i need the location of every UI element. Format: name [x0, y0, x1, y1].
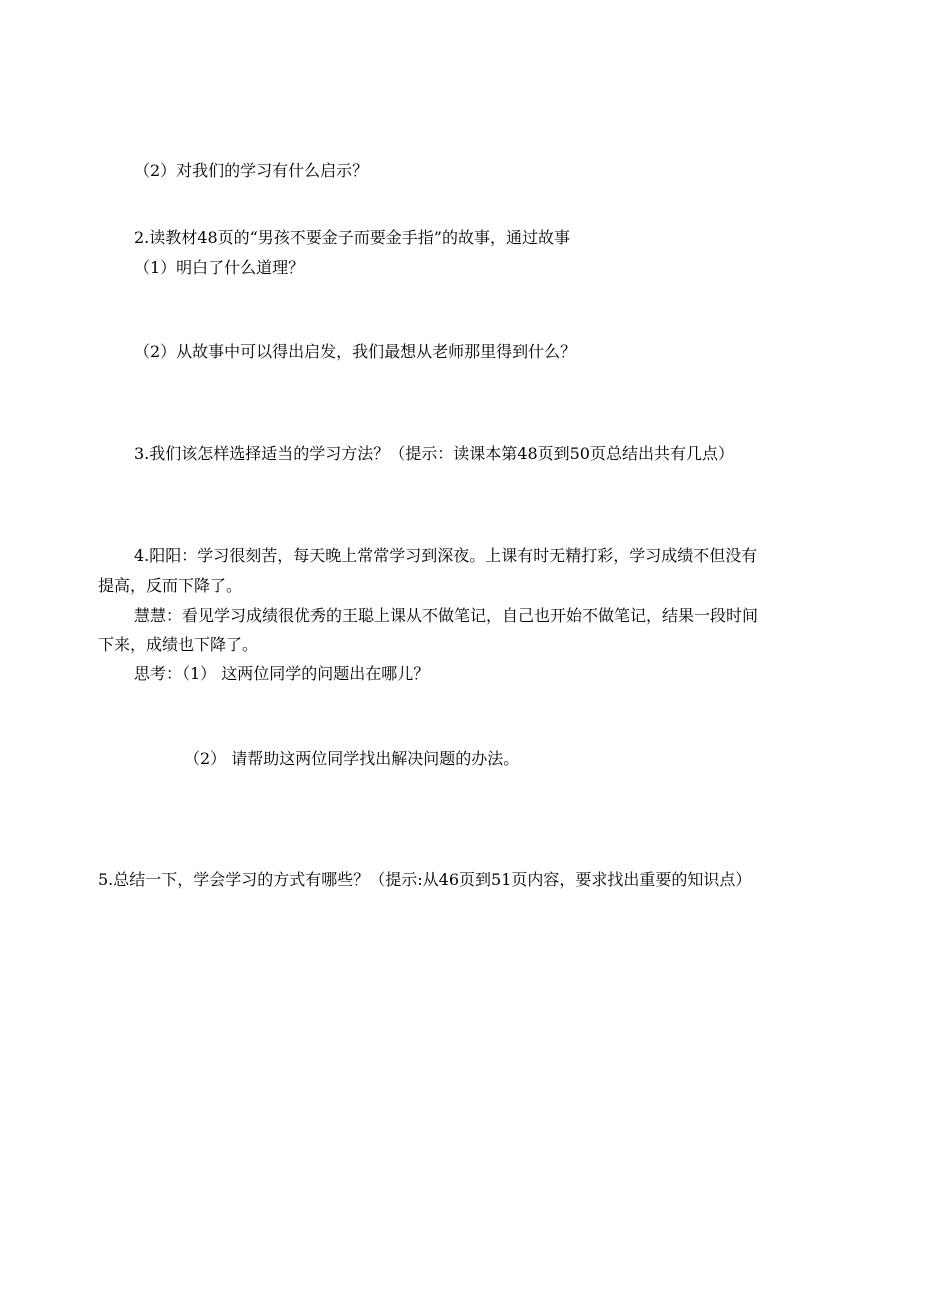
- q4-text-line4: 下来，成绩也下降了。: [98, 635, 259, 654]
- q2-sub1-text: （1）明白了什么道理？: [134, 258, 305, 277]
- q4-text-line1: 4.阳阳：学习很刻苦，每天晚上常常学习到深夜。上课有时无精打彩，学习成绩不但没有: [134, 546, 758, 565]
- q4-text-line3: 慧慧：看见学习成绩很优秀的王聪上课从不做笔记，自己也开始不做笔记，结果一段时间: [134, 606, 759, 625]
- q4-text-line2: 提高，反而下降了。: [98, 576, 243, 595]
- q4-think-sub2: （2） 请帮助这两位同学找出解决问题的办法。: [184, 749, 520, 768]
- q2-sub2-text: （2）从故事中可以得出启发，我们最想从老师那里得到什么？: [134, 342, 577, 361]
- q1-sub2-text: （2）对我们的学习有什么启示？: [134, 161, 369, 180]
- q4-think-sub1: 思考：（1） 这两位同学的问题出在哪儿？: [134, 664, 430, 683]
- q5-text: 5.总结一下，学会学习的方式有哪些？（提示:从46页到51页内容，要求找出重要的知识点）: [98, 870, 752, 889]
- q2-text: 2.读教材48页的“男孩不要金子而要金手指”的故事，通过故事: [134, 228, 570, 247]
- q3-text: 3.我们该怎样选择适当的学习方法？（提示：读课本第48页到50页总结出共有几点）: [134, 444, 734, 463]
